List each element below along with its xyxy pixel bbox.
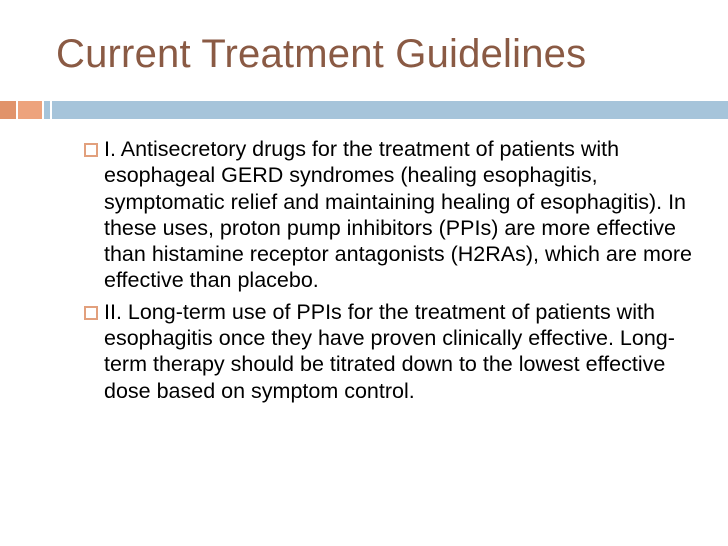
bullet-item-1 (84, 136, 704, 294)
square-bullet-icon (84, 306, 98, 320)
divider-orange-light-segment (18, 101, 42, 119)
divider-blue-small-segment (44, 101, 50, 119)
slide-title: Current Treatment Guidelines (56, 32, 587, 76)
title-divider-bar (0, 101, 728, 119)
bullet-item-2 (84, 299, 704, 404)
divider-orange-segment (0, 101, 16, 119)
square-bullet-icon (84, 143, 98, 157)
bullet-text-2: II. Long-term use of PPIs for the treatment of patients with esophagitis once they have proven clinically effective. Long-term therapy should be titrated down to the lowest effective dose based on symptom control. (104, 299, 675, 403)
divider-blue-segment (52, 101, 728, 119)
bullet-text-1: I. Antisecretory drugs for the treatment of patients with esophageal GERD syndromes (healing esophagitis, symptomatic relief and maintaining healing of esophagitis). In these uses, proton pump inhibitors (PPIs) are more effective than histamine receptor antagonists (H2RAs), which are more effective than placebo. (104, 137, 692, 293)
bullet-list (84, 136, 704, 409)
